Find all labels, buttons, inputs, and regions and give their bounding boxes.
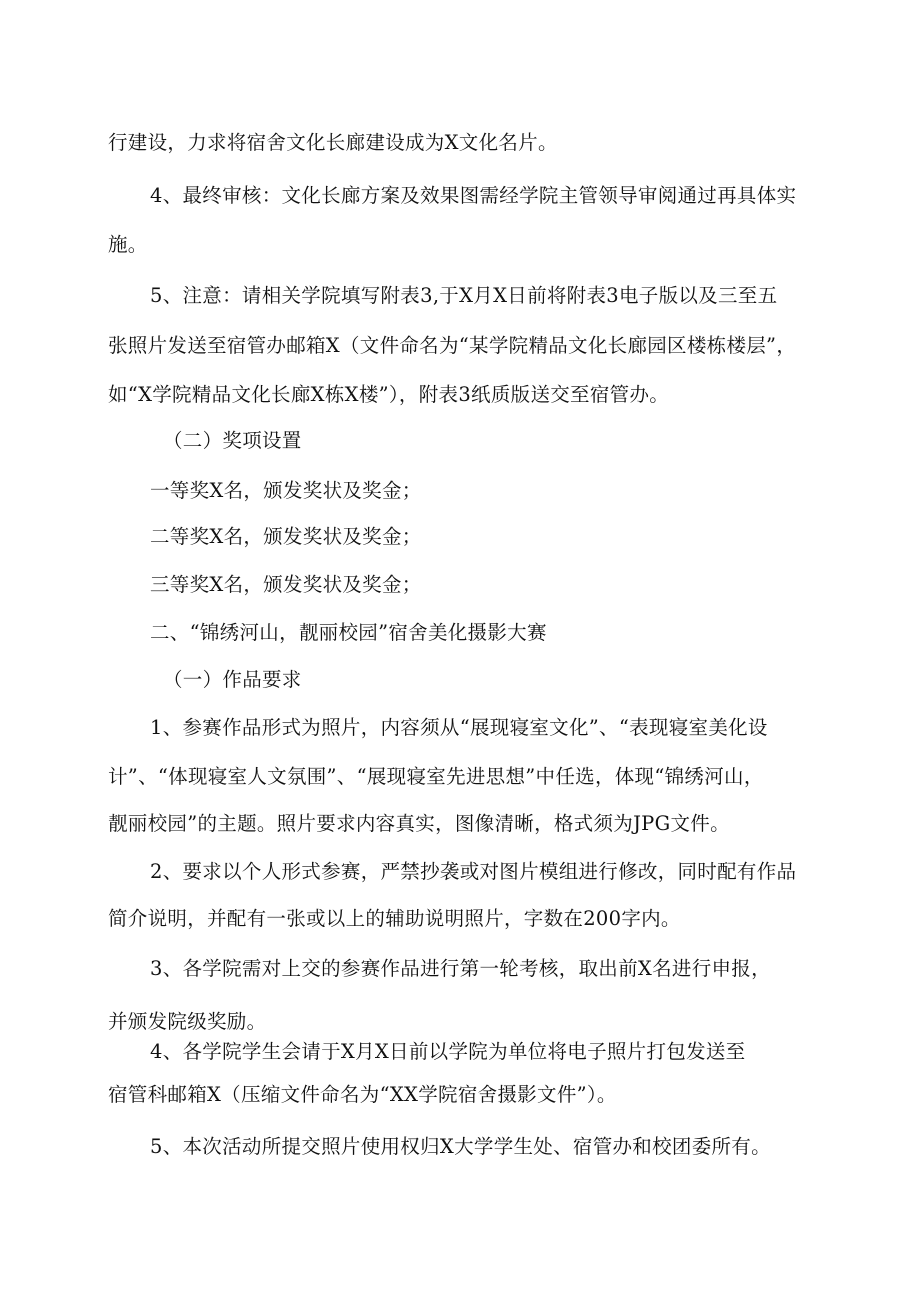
paragraph-line: 3、各学院需对上交的参赛作品进行第一轮考核，取出前X名进行申报， bbox=[150, 957, 771, 980]
award-line: 一等奖X名，颁发奖状及奖金； bbox=[150, 479, 422, 502]
award-line: 三等奖X名，颁发奖状及奖金； bbox=[150, 573, 422, 596]
paragraph-line: 1、参赛作品形式为照片，内容须从“展现寝室文化”、“表现寝室美化设 bbox=[150, 716, 768, 739]
paragraph-line: 5、本次活动所提交照片使用权归X大学学生处、宿管办和校团委所有。 bbox=[150, 1135, 771, 1158]
paragraph-line: 4、各学院学生会请于X月X日前以学院为单位将电子照片打包发送至 bbox=[150, 1040, 746, 1063]
paragraph-line: 靓丽校园”的主题。照片要求内容真实，图像清晰，格式须为JPG文件。 bbox=[108, 812, 730, 835]
award-line: 二等奖X名，颁发奖状及奖金； bbox=[150, 525, 422, 548]
paragraph-line: 4、最终审核：文化长廊方案及效果图需经学院主管领导审阅通过再具体实 bbox=[150, 184, 797, 207]
paragraph-line: 5、注意：请相关学院填写附表3,于X月X日前将附表3电子版以及三至五 bbox=[150, 284, 778, 307]
section-heading: （二）奖项设置 bbox=[163, 429, 302, 452]
paragraph-line: 张照片发送至宿管办邮箱X（文件命名为“某学院精品文化长廊园区楼栋楼层”， bbox=[108, 334, 797, 357]
paragraph-line: 如“X学院精品文化长廊X栋X楼”），附表3纸质版送交至宿管办。 bbox=[108, 383, 670, 406]
paragraph-line: 简介说明，并配有一张或以上的辅助说明照片，字数在200字内。 bbox=[108, 907, 681, 930]
section-heading: （一）作品要求 bbox=[163, 668, 302, 691]
section-heading: 二、“锦绣河山，靓丽校园”宿舍美化摄影大赛 bbox=[150, 621, 547, 644]
paragraph-line: 并颁发院级奖励。 bbox=[108, 1010, 267, 1033]
paragraph-line: 计”、“体现寝室人文氛围”、“展现寝室先进思想”中任选，体现“锦绣河山， bbox=[108, 765, 764, 788]
paragraph-line: 2、要求以个人形式参赛，严禁抄袭或对图片模组进行修改，同时配有作品 bbox=[150, 860, 797, 883]
paragraph-line: 宿管科邮箱X（压缩文件命名为“XX学院宿舍摄影文件”）。 bbox=[108, 1083, 617, 1106]
paragraph-line: 施。 bbox=[108, 233, 148, 256]
paragraph-line: 行建设，力求将宿舍文化长廊建设成为X文化名片。 bbox=[108, 131, 558, 154]
